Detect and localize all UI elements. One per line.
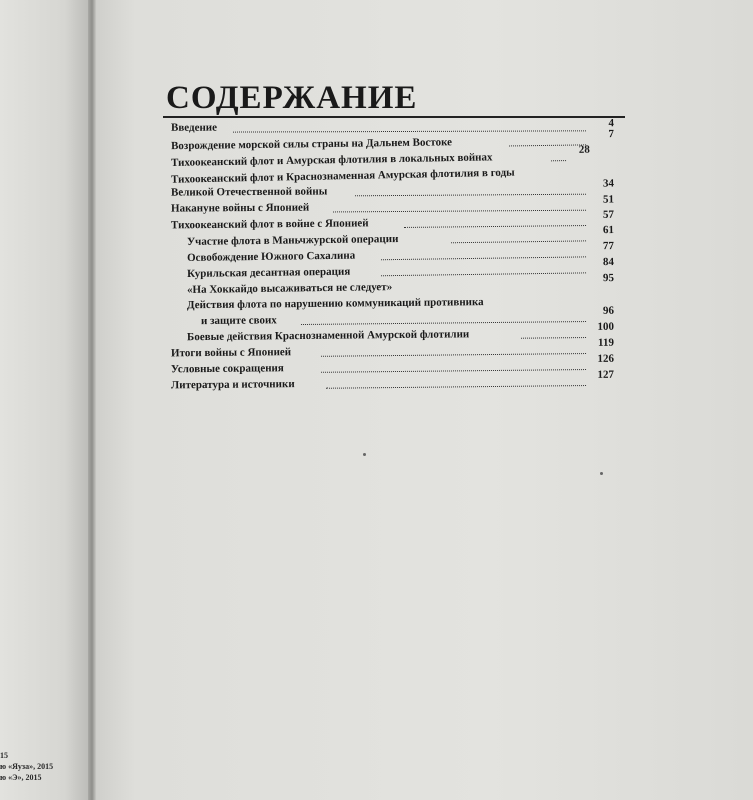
toc-entry-title: Тихоокеанский флот в войне с Японией [170, 217, 369, 232]
toc-entry-page: 51 [602, 193, 614, 206]
toc-entry-page: 127 [597, 368, 614, 381]
toc-leader-dots [321, 353, 586, 357]
toc-leader-dots [404, 225, 586, 228]
toc-entry-title: Тихоокеанский флот и Амурская флотилия в локальных войнах [170, 151, 493, 169]
toc-leader-dots [321, 369, 586, 373]
imprint-line-1: 15 [0, 751, 8, 760]
toc-entry-title: Действия флота по нарушению коммуникаций противника [186, 296, 484, 312]
toc-entry-page: 34 [602, 177, 614, 190]
toc-entry-page: 100 [597, 320, 614, 333]
toc-entry-title: Накануне войны с Японией [170, 201, 310, 215]
toc-entry-page: 28 [578, 143, 590, 156]
toc-entry-title: «На Хоккайдо высаживаться не следует» [186, 281, 393, 296]
toc-leader-dots [381, 272, 586, 276]
toc-entry-title: Литература и источники [170, 378, 295, 392]
toc-leader-dots [451, 240, 586, 243]
toc-entry-title: Возрождение морской силы страны на Дальнем Востоке [170, 136, 453, 153]
toc-entry-page: 77 [602, 239, 614, 253]
toc-leader-dots [509, 144, 586, 146]
paper-speck [600, 472, 603, 475]
toc-leader-dots [326, 385, 586, 389]
page-title: СОДЕРЖАНИЕ [166, 80, 418, 116]
toc-entry-page: 7 [608, 127, 614, 141]
imprint-line-2: ю «Яуза», 2015 [0, 762, 54, 771]
toc-entry-title: Введение [170, 121, 218, 134]
toc-entry-page: 95 [602, 271, 614, 285]
toc-leader-dots [355, 194, 586, 197]
toc-entry-title: Условные сокращения [170, 362, 284, 376]
toc-entry-title: Великой Отечественной войны [170, 185, 328, 199]
toc-entry-page: 84 [602, 255, 614, 269]
toc-entry-title: Итоги войны с Японией [170, 346, 292, 360]
toc-entry-page: 119 [597, 336, 614, 349]
toc-entry-page: 61 [602, 223, 614, 237]
toc-entry-title: и защите своих [200, 314, 277, 328]
toc-leader-dots [333, 210, 586, 213]
toc-entry-title: Освобождение Южного Сахалина [186, 249, 356, 264]
toc-entry-page: 96 [602, 304, 614, 317]
toc-entry-page: 4 [608, 117, 615, 130]
left-page [0, 0, 92, 800]
toc-entry-title: Участие флота в Маньчжурской операции [186, 233, 399, 248]
paper-speck [363, 453, 366, 456]
toc-entry-title: Боевые действия Краснознаменной Амурской флотилии [186, 328, 470, 344]
imprint-line-3: ю «Э», 2015 [0, 773, 42, 782]
toc-leader-dots [551, 160, 566, 161]
table-of-contents [171, 119, 626, 391]
toc-entry-title: Тихоокеанский флот и Краснознаменная Амурская флотилия в годы [170, 166, 515, 186]
toc-leader-dots [381, 256, 586, 260]
toc-leader-dots [521, 337, 586, 339]
toc-entry-title: Курильская десантная операция [186, 265, 351, 280]
toc-leader-dots [301, 321, 586, 325]
toc-entry-page: 57 [602, 208, 614, 221]
book-gutter [88, 0, 96, 800]
toc-entry-page: 126 [597, 352, 614, 365]
